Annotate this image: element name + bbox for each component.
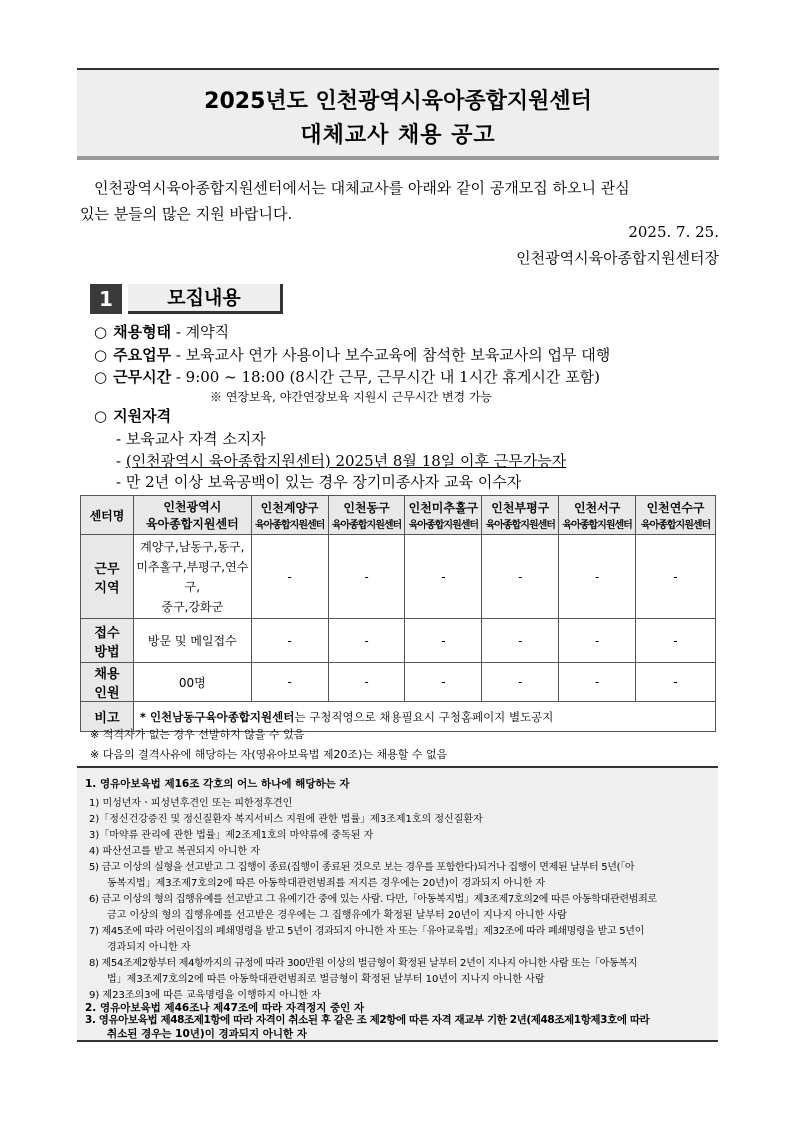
main-duty-text: - 보육교사 연가 사용이나 보수교육에 참석한 보육교사의 업무 대행 <box>171 346 611 364</box>
qualification-2-prefix: - <box>116 452 126 470</box>
header-line-2: 육아종합지원센터 <box>408 520 479 531</box>
title-line-2: 대체교사 채용 공고 <box>300 123 496 148</box>
row-label-line: 채용 <box>94 667 120 682</box>
cell-line: 계양구,남동구,동구, <box>140 539 245 554</box>
section-title: 모집내용 <box>128 284 283 314</box>
table-row <box>81 663 716 702</box>
header-line-1: 인천계양구 <box>260 501 319 515</box>
table-cell <box>133 535 251 619</box>
table-cell: - <box>405 535 482 619</box>
row-label <box>81 535 134 619</box>
intro-line-2: 있는 분들의 많은 지원 바랍니다. <box>80 205 293 223</box>
disqualification-box <box>77 766 718 1042</box>
work-hours-text: - 9:00 ~ 18:00 (8시간 근무, 근무시간 내 1시간 휴게시간 포함) <box>171 368 600 386</box>
table-cell: - <box>328 663 405 702</box>
disq-item: 2)「정신건강증진 및 정신질환자 복지서비스 지원에 관한 법률」제3조제1호의 정신질환자 <box>89 814 483 825</box>
header-line-1: 인천동구 <box>343 501 390 515</box>
table-cell: - <box>636 619 716 663</box>
intro-line-1: 인천광역시육아종합지원센터에서는 대체교사를 아래와 같이 공개모집 하오니 관심 <box>94 179 630 197</box>
qualification-2 <box>116 450 566 471</box>
table-cell: - <box>636 663 716 702</box>
disq-item: 7) 제45조에 따라 어린이집의 폐쇄명령을 받고 5년이 경과되지 아니한 자 또는「유아교육법」제32조에 따라 폐쇄명령을 받고 5년이 <box>89 926 645 937</box>
disq-item-cont: 경과되지 아니한 자 <box>107 942 191 953</box>
table-header-cell <box>133 496 251 535</box>
table-row <box>81 619 716 663</box>
table-cell: - <box>482 663 559 702</box>
work-hours <box>94 366 600 387</box>
recruitment-table <box>80 495 716 732</box>
employment-type <box>94 321 229 342</box>
header-line-1: 인천미추홀구 <box>408 501 479 515</box>
table-header-cell <box>482 496 559 535</box>
header-line-2: 육아종합지원센터 <box>145 517 239 531</box>
circle-bullet: ○ <box>94 407 108 425</box>
header-line-2: 육아종합지원센터 <box>640 520 711 531</box>
qualification-2-text: (인천광역시 육아종합지원센터) 2025년 8월 18일 이후 근무가능자 <box>125 452 567 470</box>
header-line-1: 인천서구 <box>573 501 621 515</box>
work-hours-label: 근무시간 <box>113 368 172 386</box>
table-cell: - <box>482 619 559 663</box>
qualification-3: - 만 2년 이상 보육공백이 있는 경우 장기미종사자 교육 이수자 <box>116 473 522 491</box>
row-label-line: 인원 <box>94 686 120 701</box>
table-cell: - <box>405 619 482 663</box>
disq-item: 3)「마약류 관리에 관한 법률」제2조제1호의 마약류에 중독된 자 <box>89 830 374 841</box>
employment-type-text: - 계약직 <box>171 323 230 341</box>
table-header-center: 센터명 <box>81 496 134 535</box>
disq-item: 9) 제23조의3에 따른 교육명령을 이행하지 아니한 자 <box>89 990 321 1001</box>
header-line-1: 인천연수구 <box>646 501 705 515</box>
table-cell: - <box>251 619 328 663</box>
table-cell: - <box>405 663 482 702</box>
remark-text: 는 구청직영으로 채용필요시 구청홈페이지 별도공지 <box>294 709 554 724</box>
disq-heading-3: 3. 영유아보육법 제48조제1항에 따라 자격이 취소된 후 같은 조 제2항에 따른 자격 재교부 기한 2년(제48조제1항제3호에 따라 <box>85 1014 650 1026</box>
row-label-line: 근무 <box>94 561 120 577</box>
qualification-label: 지원자격 <box>113 407 172 425</box>
section-number: 1 <box>90 284 122 314</box>
table-cell: - <box>251 663 328 702</box>
table-cell: - <box>328 535 405 619</box>
table-cell: 00명 <box>133 663 251 702</box>
circle-bullet: ○ <box>94 346 108 364</box>
table-cell: - <box>251 535 328 619</box>
row-label <box>81 663 134 702</box>
disq-item-cont: 금고 이상의 형의 집행유예를 선고받은 경우에는 그 집행유예가 확정된 날부터 20년이 지나지 아니한 사람 <box>107 910 567 921</box>
disq-item: 4) 파산선고를 받고 복권되지 아니한 자 <box>89 846 261 857</box>
disq-item: 6) 금고 이상의 형의 집행유예를 선고받고 그 유예기간 중에 있는 사람. 다만,「아동복지법」제3조제7호의2에 따른 아동학대관련범죄로 <box>89 894 657 905</box>
table-header-cell <box>328 496 405 535</box>
header-line-2: 육아종합지원센터 <box>255 520 325 531</box>
qualification <box>94 405 171 426</box>
table-header-cell <box>405 496 482 535</box>
intro-paragraph <box>80 175 720 227</box>
title-box <box>77 68 719 160</box>
cell-line: 중구,강화군 <box>161 599 224 614</box>
remark-label: 비고 <box>81 702 134 732</box>
table-cell: 방문 및 메일접수 <box>133 619 251 663</box>
header-line-1: 인천광역시 <box>163 500 222 514</box>
employment-type-label: 채용형태 <box>113 323 172 341</box>
disq-heading-2: 2. 영유아보육법 제46조나 제47조에 따라 자격정지 중인 자 <box>85 1002 365 1014</box>
table-cell: - <box>636 535 716 619</box>
disq-item: 1) 미성년자ㆍ피성년후견인 또는 피한정후견인 <box>89 798 293 809</box>
table-cell: - <box>559 619 636 663</box>
header-line-1: 인천부평구 <box>491 501 550 515</box>
warning-2: ※ 다음의 결격사유에 해당하는 자(영유아보육법 제20조)는 채용할 수 없음 <box>90 748 448 761</box>
disq-heading-1: 1. 영유아보육법 제16조 각호의 어느 하나에 해당하는 자 <box>85 778 350 790</box>
disq-item-cont: 동복지법」제3조제7호의2에 따른 아동학대관련범죄를 저지른 경우에는 20년)이 경과되지 아니한 자 <box>107 878 546 889</box>
row-label-line: 방법 <box>94 644 120 660</box>
circle-bullet: ○ <box>94 368 108 386</box>
table-cell: - <box>559 663 636 702</box>
header-line-2: 육아종합지원센터 <box>562 520 632 531</box>
row-label <box>81 619 134 663</box>
cell-line: 미추홀구,부평구,연수구, <box>136 559 249 594</box>
remark-bold: * 인천남동구육아종합지원센터 <box>139 709 295 724</box>
row-label-line: 지역 <box>94 580 120 596</box>
qualification-1: - 보육교사 자격 소지자 <box>116 430 266 448</box>
header-line-2: 육아종합지원센터 <box>485 520 555 531</box>
disq-item-cont: 법」제3조제7호의2에 따른 아동학대관련범죄로 벌금형이 확정된 날부터 10년이 지나지 아니한 사람 <box>107 974 545 985</box>
disq-item: 5) 금고 이상의 실형을 선고받고 그 집행이 종료(집행이 종료된 것으로 보는 경우를 포함한다)되거나 집행이 면제된 날부터 5년(「아 <box>89 862 635 873</box>
table-cell: - <box>328 619 405 663</box>
main-duty <box>94 344 610 365</box>
main-duty-label: 주요업무 <box>113 346 172 364</box>
title-line-1: 2025년도 인천광역시육아종합지원센터 <box>204 89 592 114</box>
work-hours-note: ※ 연장보육, 야간연장보육 지원시 근무시간 변경 가능 <box>210 390 493 404</box>
disq-item: 8) 제54조제2항부터 제4항까지의 규정에 따라 300만원 이상의 벌금형이 확정된 날부터 2년이 지나지 아니한 사람 또는「아동복지 <box>89 958 638 969</box>
table-header-row <box>81 496 716 535</box>
table-row <box>81 535 716 619</box>
signer: 인천광역시육아종합지원센터장 <box>516 249 719 267</box>
announcement-date: 2025. 7. 25. <box>628 223 719 241</box>
table-header-cell <box>251 496 328 535</box>
disq-heading-3-cont: 취소된 경우는 10년)이 경과되지 아니한 자 <box>107 1028 307 1040</box>
table-header-cell <box>636 496 716 535</box>
table-cell: - <box>482 535 559 619</box>
header-line-2: 육아종합지원센터 <box>331 520 402 531</box>
table-cell: - <box>559 535 636 619</box>
circle-bullet: ○ <box>94 323 108 341</box>
warning-1: ※ 적격자가 없는 경우 선발하지 않을 수 있음 <box>90 728 305 741</box>
table-header-cell <box>559 496 636 535</box>
row-label-line: 접수 <box>94 625 120 641</box>
